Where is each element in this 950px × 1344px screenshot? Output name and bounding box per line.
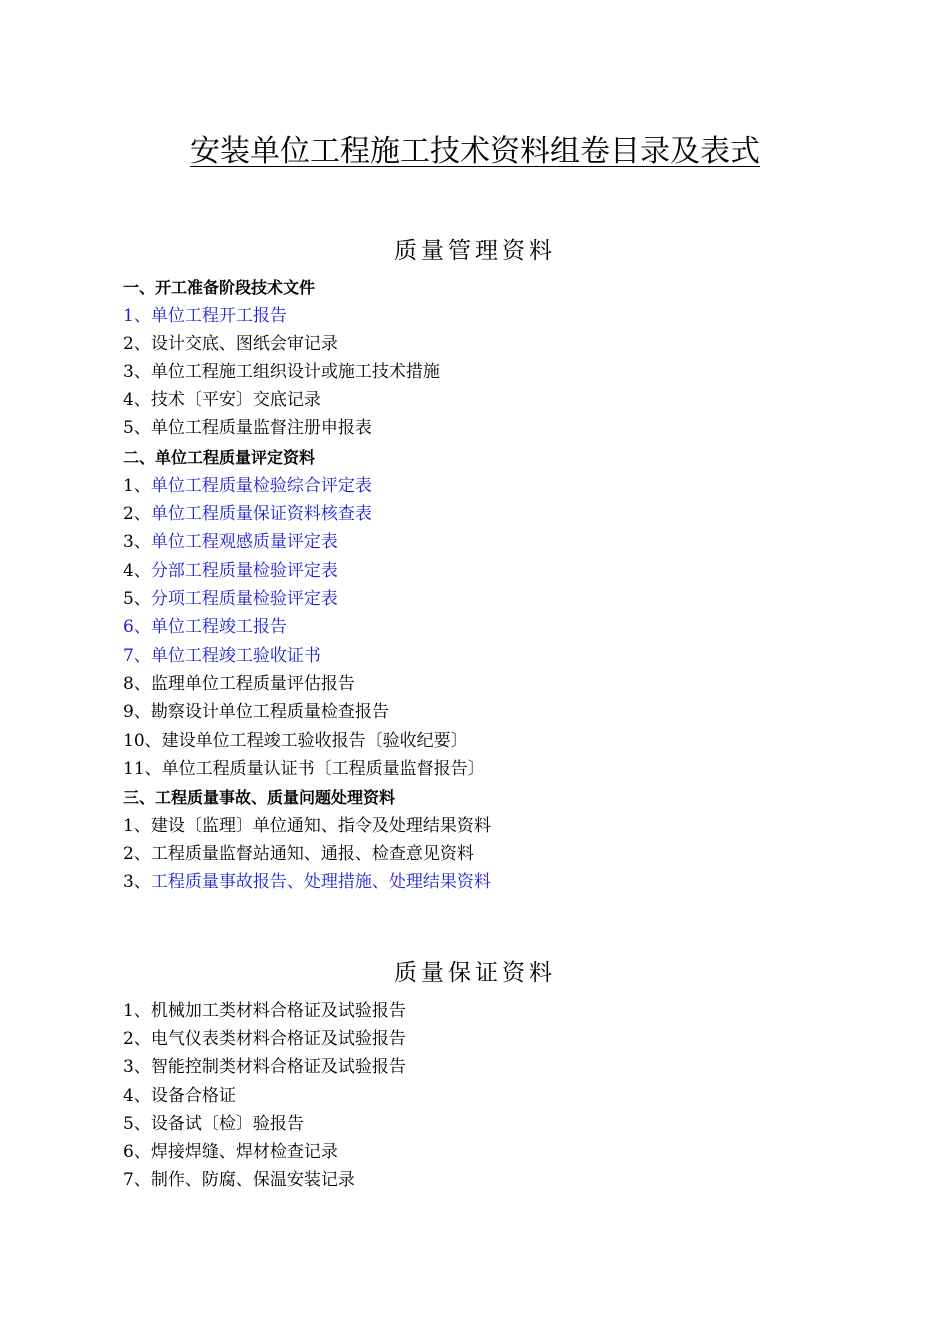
list-item: 6、焊接焊缝、焊材检查记录 [123, 1142, 338, 1162]
list-item-link[interactable]: 2、单位工程质量保证资料核查表 [123, 504, 372, 524]
list-item-link[interactable]: 5、分项工程质量检验评定表 [123, 589, 338, 609]
list-item: 3、智能控制类材料合格证及试验报告 [123, 1057, 406, 1077]
list-item-link[interactable]: 1、单位工程开工报告 [123, 306, 287, 326]
list-item: 4、技术〔平安〕交底记录 [123, 390, 321, 410]
document-title: 安装单位工程施工技术资料组卷目录及表式 [190, 134, 760, 169]
section-heading-quality-management: 质量管理资料 [394, 238, 556, 264]
list-item: 3、单位工程施工组织设计或施工技术措施 [123, 362, 440, 382]
list-item: 8、监理单位工程质量评估报告 [123, 674, 355, 694]
list-item: 5、单位工程质量监督注册申报表 [123, 418, 372, 438]
group-heading-preparation: 一、开工准备阶段技术文件 [123, 278, 316, 297]
section-heading-quality-assurance: 质量保证资料 [394, 960, 556, 986]
list-item: 1、建设〔监理〕单位通知、指令及处理结果资料 [123, 816, 491, 836]
list-item-link[interactable]: 4、分部工程质量检验评定表 [123, 561, 338, 581]
list-item: 1、机械加工类材料合格证及试验报告 [123, 1001, 406, 1021]
list-item: 2、电气仪表类材料合格证及试验报告 [123, 1029, 406, 1049]
list-item: 2、设计交底、图纸会审记录 [123, 334, 338, 354]
list-item: 9、勘察设计单位工程质量检查报告 [123, 702, 389, 722]
list-item-link[interactable]: 3、工程质量事故报告、处理措施、处理结果资料 [123, 872, 491, 892]
list-item: 7、制作、防腐、保温安装记录 [123, 1170, 355, 1190]
list-item: 5、设备试〔检〕验报告 [123, 1114, 304, 1134]
list-item-link[interactable]: 6、单位工程竣工报告 [123, 617, 287, 637]
list-item-link[interactable]: 3、单位工程观感质量评定表 [123, 532, 338, 552]
list-item: 10、建设单位工程竣工验收报告〔验收纪要〕 [123, 731, 468, 751]
group-heading-quality-incidents: 三、工程质量事故、质量问题处理资料 [123, 788, 396, 807]
list-item-link[interactable]: 1、单位工程质量检验综合评定表 [123, 476, 372, 496]
list-item: 4、设备合格证 [123, 1086, 236, 1106]
group-heading-quality-evaluation: 二、单位工程质量评定资料 [123, 448, 316, 467]
list-item-link[interactable]: 7、单位工程竣工验收证书 [123, 646, 321, 666]
list-item: 2、工程质量监督站通知、通报、检查意见资料 [123, 844, 474, 864]
list-item: 11、单位工程质量认证书〔工程质量监督报告〕 [123, 759, 485, 779]
